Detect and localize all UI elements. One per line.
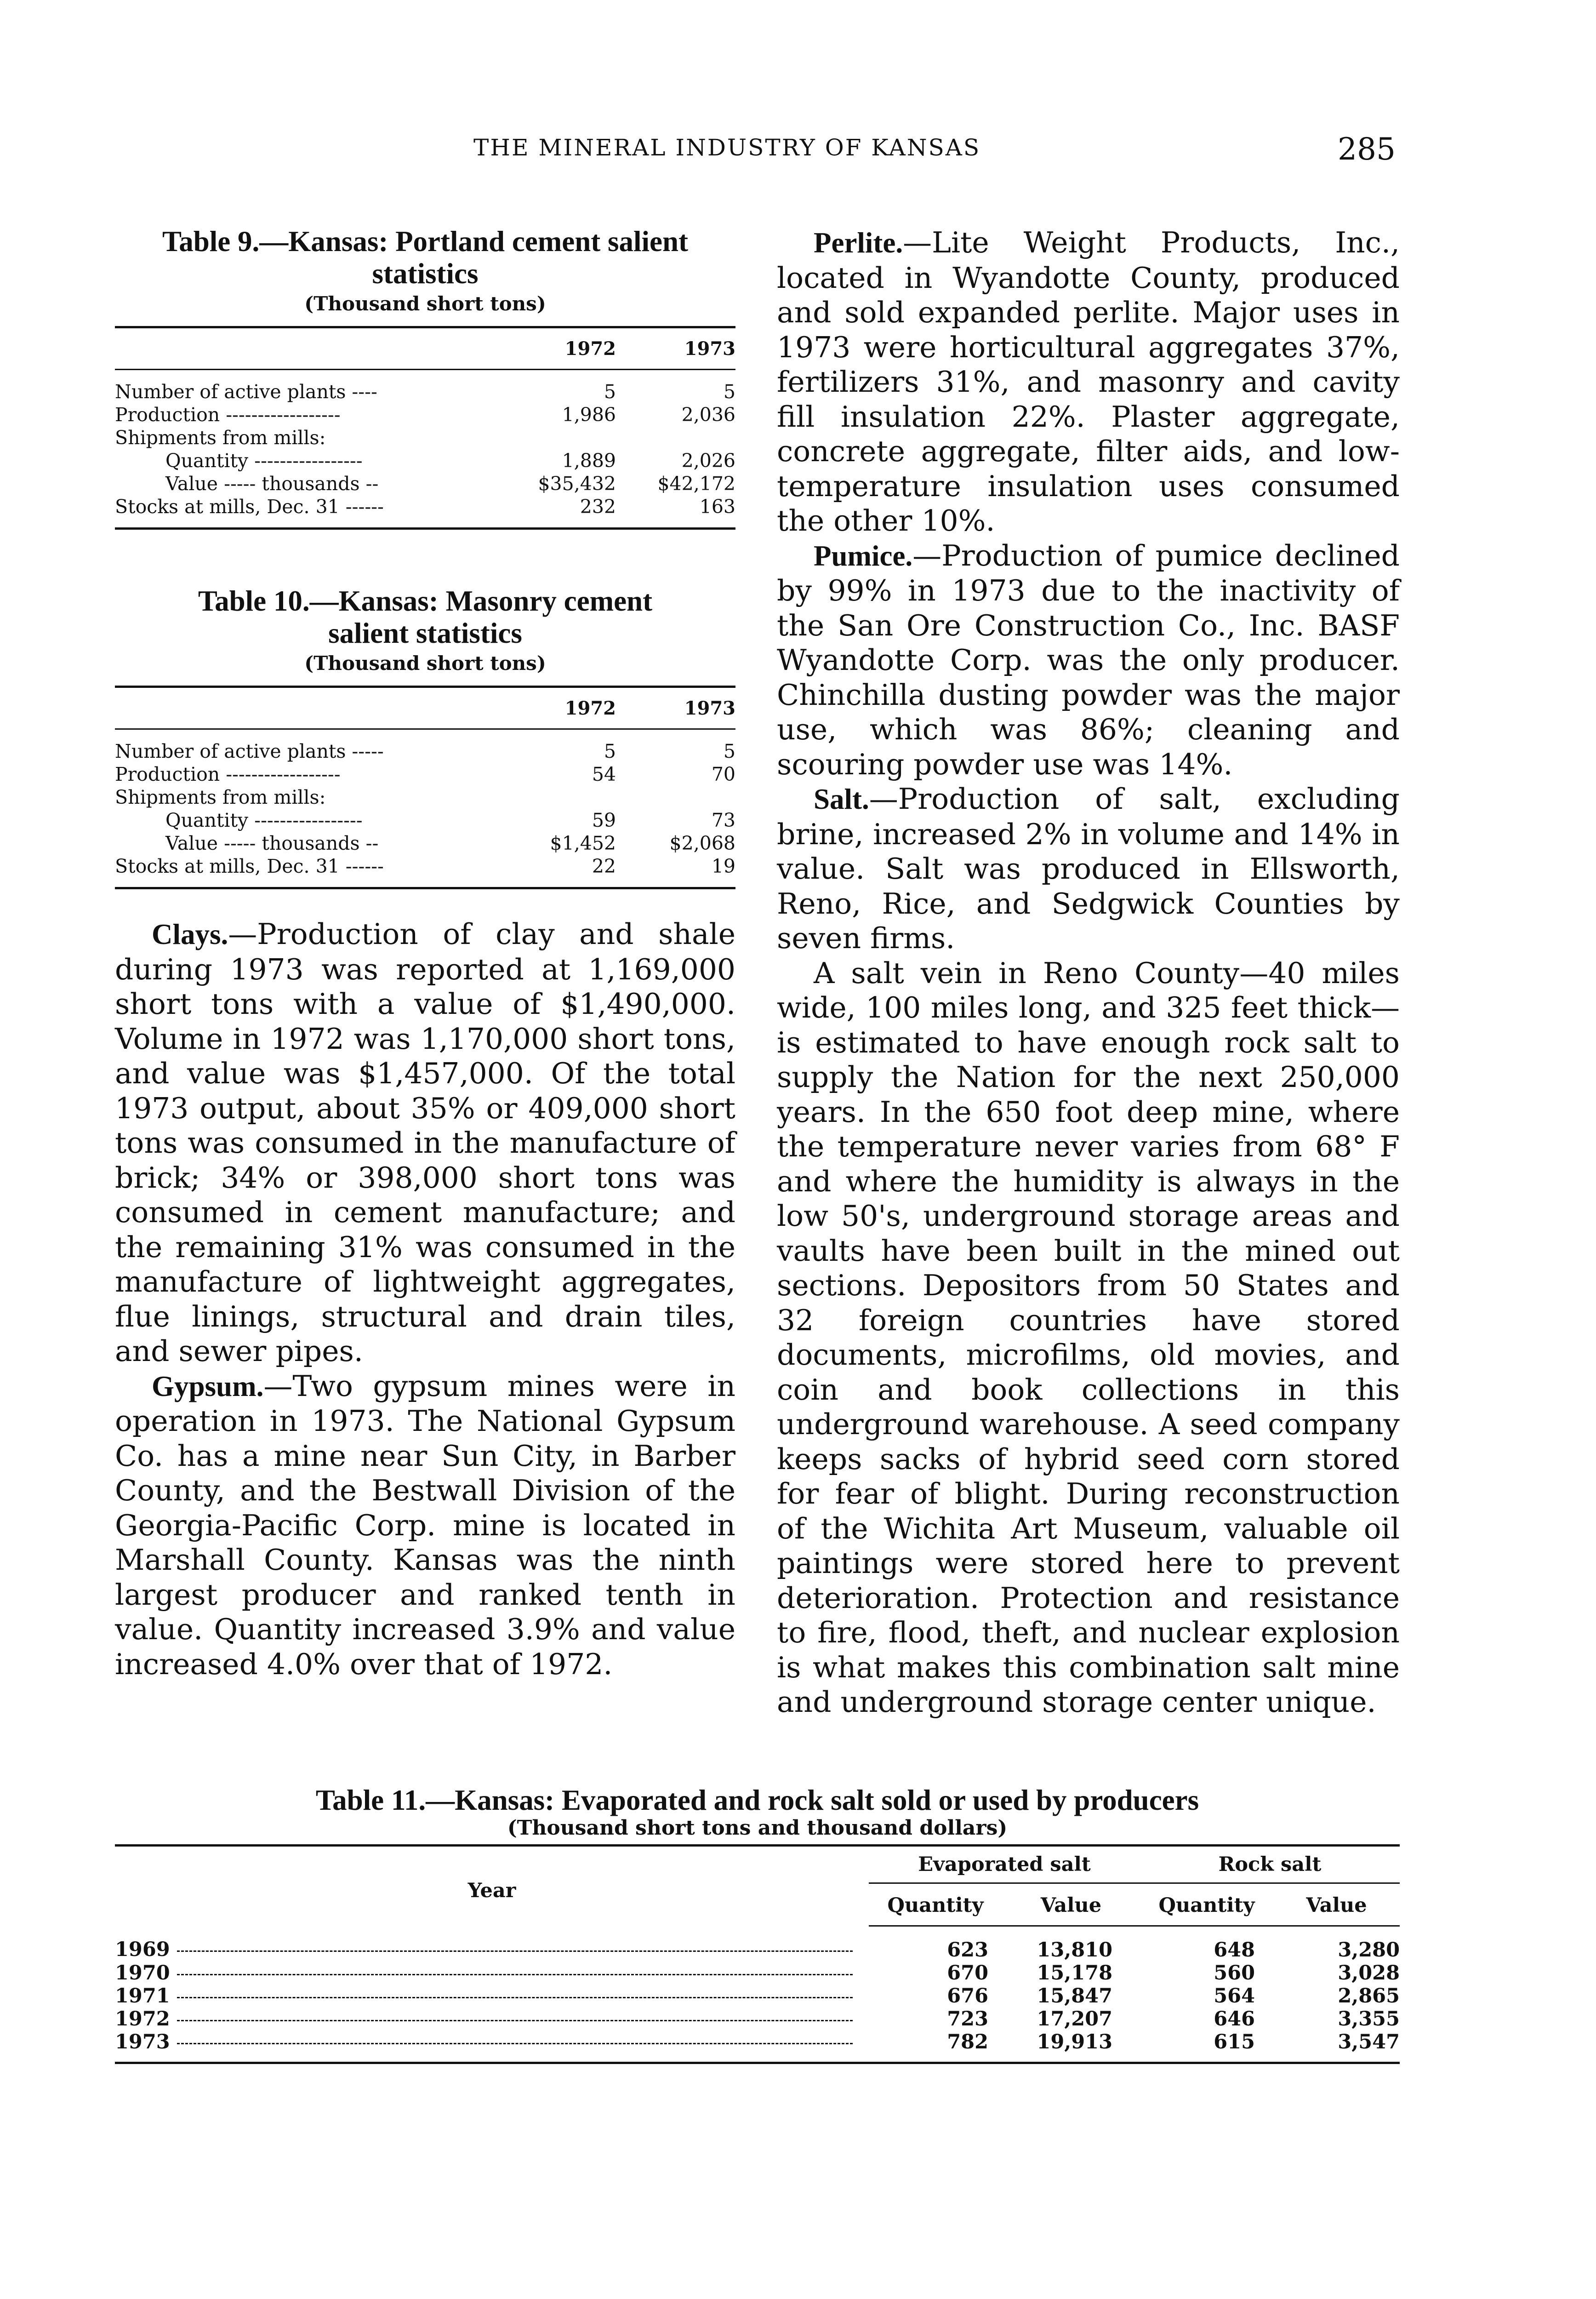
- table-row: 1970 670 15,178 560 3,028: [115, 1962, 1400, 1984]
- table-row: Number of active plants ----- 5 5: [115, 740, 735, 762]
- table-11-grid: [115, 1844, 1400, 2064]
- column-group-evaporated: Evaporated salt: [869, 1846, 1140, 1883]
- table-row: Shipments from mills:: [115, 427, 326, 449]
- table-row: Quantity ----------------- 1,889 2,026: [165, 450, 735, 472]
- table-10-title: Table 10.—Kansas: Masonry cement salient statistics: [198, 585, 653, 649]
- table-9-title: Table 9.—Kansas: Portland cement salient statistics: [162, 225, 688, 290]
- table-11: [115, 1784, 1400, 2064]
- table-11-title: Table 11.—Kansas: Evaporated and rock salt sold or used by producers: [315, 1784, 1199, 1816]
- table-9-subtitle: (Thousand short tons): [304, 292, 546, 315]
- table-row: Number of active plants ---- 5 5: [115, 381, 735, 403]
- paragraph-perlite: Perlite.—Lite Weight Products, Inc., located in Wyandotte County, produced and sold expanded perlite. Major uses in 1973 were horticultural aggregates 37%, fertilizers 31%, and masonry and cavity fill insulation 22%. Plaster aggregate, concrete aggregate, filter aids, and low-temperature insulation uses consumed the other 10%.: [777, 226, 1400, 538]
- column-header: 1973: [616, 327, 735, 370]
- left-column: [115, 225, 735, 1681]
- heading-salt: Salt.: [814, 783, 869, 815]
- column-header: 1972: [496, 327, 616, 370]
- heading-clays: Clays.: [152, 918, 228, 950]
- paragraph-pumice: Pumice.—Production of pumice declined by 99% in 1973 due to the inactivity of the San Ore Construction Co., Inc. BASF Wyandotte Corp. was the only producer. Chinchilla dusting powder was the major use, which was 86%; cleaning and scouring powder use was 14%.: [777, 538, 1400, 781]
- table-row: Production ------------------ 1,986 2,036: [115, 404, 735, 426]
- table-row: 1972 723 17,207 646 3,355: [115, 2007, 1400, 2030]
- column-header: Quantity: [1140, 1883, 1273, 1926]
- paragraph-salt: Salt.—Production of salt, excluding brine, increased 2% in volume and 14% in value. Salt was produced in Ellsworth, Reno, Rice, and Sedgwick Counties by seven firms.: [777, 782, 1400, 955]
- running-head: THE MINERAL INDUSTRY OF KANSAS: [473, 134, 981, 161]
- heading-pumice: Pumice.: [814, 539, 913, 572]
- heading-perlite: Perlite.: [814, 227, 903, 259]
- table-row: Stocks at mills, Dec. 31 ------ 232 163: [115, 496, 735, 518]
- column-header-year: Year: [467, 1879, 516, 1902]
- column-header: Quantity: [869, 1883, 1002, 1926]
- paragraph-salt-vein: A salt vein in Reno County—40 miles wide, 100 miles long, and 325 feet thick—is estimated to have enough rock salt to supply the Nation for the next 250,000 years. In the 650 foot deep mine, where the temperature never varies from 68° F and where the humidity is always in the low 50's, underground storage areas and vaults have been built in the mined out sections. Depositors from 50 States and 32 foreign countries have stored documents, microfilms, old movies, and coin and book collections in this underground warehouse. A seed company keeps sacks of hybrid seed corn stored for fear of blight. During reconstruction of the Wichita Art Museum, valuable oil paintings were stored here to prevent deterioration. Protection and resistance to fire, flood, theft, and nuclear explosion is what makes this combination salt mine and underground storage center unique.: [777, 956, 1400, 1719]
- paragraph-clays: Clays.—Production of clay and shale during 1973 was reported at 1,169,000 short tons with a value of $1,490,000. Volume in 1972 was 1,170,000 short tons, and value was $1,457,000. Of the total 1973 output, about 35% or 409,000 short tons was consumed in the manufacture of brick; 34% or 398,000 short tons was consumed in cement manufacture; and the remaining 31% was consumed in the manufacture of lightweight aggregates, flue linings, structural and drain tiles, and sewer pipes.: [115, 917, 735, 1368]
- right-column: [777, 225, 1400, 1720]
- table-row: Quantity ----------------- 59 73: [165, 809, 735, 831]
- column-header: Value: [1273, 1883, 1400, 1926]
- column-header: 1973: [616, 687, 735, 729]
- table-row: 1969 623 13,810 648 3,280: [115, 1938, 1400, 1962]
- page-number: 285: [1338, 132, 1396, 167]
- column-header: Value: [1002, 1883, 1140, 1926]
- column-header: 1972: [496, 687, 616, 729]
- table-row: Value ----- thousands -- $1,452 $2,068: [165, 832, 735, 854]
- table-row: 1971 676 15,847 564 2,865: [115, 1984, 1400, 2007]
- table-row: Shipments from mills:: [115, 786, 326, 808]
- table-row: Production ------------------ 54 70: [115, 763, 735, 785]
- table-11-subtitle: (Thousand short tons and thousand dollars): [507, 1816, 1008, 1840]
- table-10: [115, 585, 735, 889]
- table-9: [115, 225, 735, 530]
- table-10-subtitle: (Thousand short tons): [304, 652, 546, 675]
- paragraph-gypsum: Gypsum.—Two gypsum mines were in operation in 1973. The National Gypsum Co. has a mine near Sun City, in Barber County, and the Bestwall Division of the Georgia-Pacific Corp. mine is located in Marshall County. Kansas was the ninth largest producer and ranked tenth in value. Quantity increased 3.9% and value increased 4.0% over that of 1972.: [115, 1369, 735, 1681]
- table-row: 1973 782 19,913 615 3,547: [115, 2030, 1400, 2053]
- table-row: Value ----- thousands -- $35,432 $42,172: [165, 473, 735, 495]
- table-row: Stocks at mills, Dec. 31 ------ 22 19: [115, 855, 735, 877]
- table-9-grid: [115, 326, 735, 530]
- table-10-grid: [115, 686, 735, 889]
- column-group-rock: Rock salt: [1140, 1846, 1400, 1883]
- heading-gypsum: Gypsum.: [152, 1370, 264, 1402]
